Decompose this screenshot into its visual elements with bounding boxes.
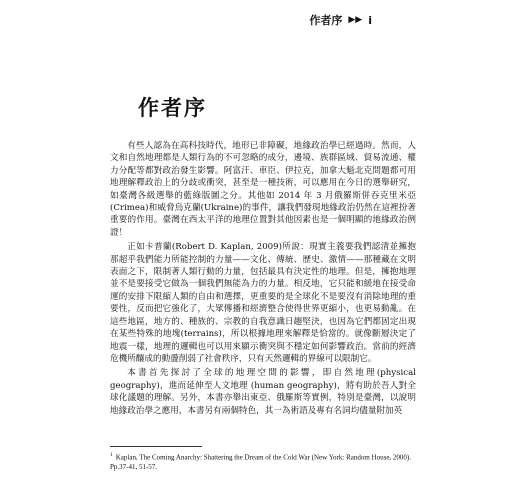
paragraph-2: 正如卡普蘭(Robert D. Kaplan, 2009)所說：現實主義要我們認清並擁抱那超乎我們能力所能控制的力量——文化、傳統、歷史、激情——那種藏在文明表面之下，限制著人類行動的力量，包括最具有決定性的地理。但是，擁抱地理並不是要接受它做為一個我們無能為力的力量。相反地，它只能和緩地在接受命運的安排下限縮人類的自由和選擇，更重要的是全球化不是要沒有消除地理的重要性，反而把它強化了，大眾傳播和經濟整合使得世界更縮小，也更易動亂。在這些地區，地方的、種族的、宗教的自我意識日趨堅決，也因為它們都固定出現在某些特殊的地塊(terrains)，所以根據地理來解釋是恰當的。就像斷層決定了地震一樣，地理的邏輯也可以用來顯示衝突與不穩定如何影響政治。當前的經濟危機所釀成的動盪削弱了社會秩序，只有天然邏輯的界線可以限制它。: [110, 242, 416, 364]
footnote: [110, 450, 416, 472]
page-number: i: [368, 13, 372, 27]
chapter-title: 作者序: [138, 96, 207, 120]
paragraph-3: 本書首先探討了全球的地理空間的影響，即自然地理(physical geography)，進而延伸至人文地理 (human geography)，將有助於吾人對全球化議題的理解。另外，本書亦舉出東亞、俄羅斯等實例，特別是臺灣，以說明地緣政治學之應用，本書另有兩個特色，其一為術語及專有名詞均儘量附加英: [110, 368, 416, 416]
body-text: [110, 140, 416, 419]
running-header: [309, 12, 372, 28]
footnote-text: Kaplan, The Coming Anarchy: Shattering the Dream of the Cold War (New York: Random House, 2000). Pp.37-41, 51-57.: [110, 453, 412, 472]
arrow-icon: ▶▶: [348, 14, 363, 25]
paragraph-1: 有些人認為在高科技時代，地形已非障礙，地緣政治學已經過時。然而，人文和自然地理都是人類行為的不可忽略的成分，邊境、族群區域、貿易流通、權力分配等都對政治發生影響。阿富汗、車臣、伊拉克，加拿大魁北克問題都可用地理解釋政治上的分歧或衝突，甚至是一種技術，可以應用在今日的選舉研究，如臺灣各級選舉的藍綠版圖之分。其他如 2014 年 3 月俄羅斯併吞克里米亞(Crimea)和威脅烏克蘭(Ukraine)的事件，讓我們發現地緣政治仍然在這裡扮著重要的作用。臺灣在西太平洋的地理位置對其他因素也是一個明顯的地緣政治例證！: [110, 141, 416, 238]
footnote-marker: 1: [110, 452, 113, 458]
footnote-rule: [110, 446, 202, 447]
running-title: 作者序: [309, 14, 343, 27]
